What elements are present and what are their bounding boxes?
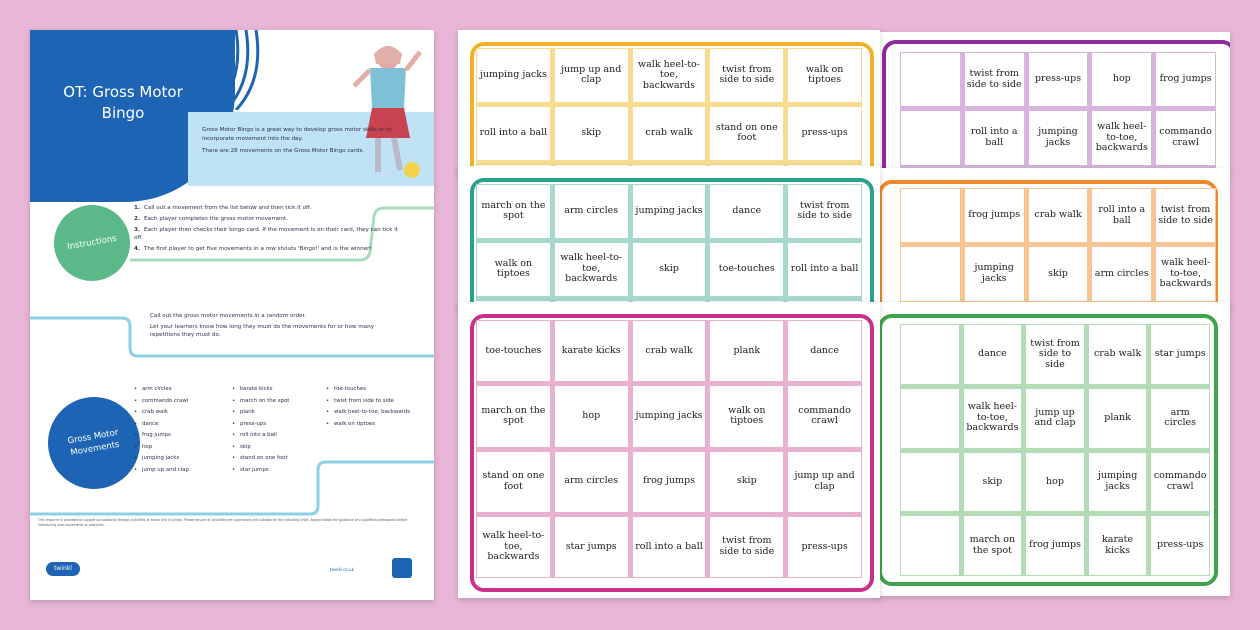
- intro-line: Gross Motor Bingo is a great way to develop gross motor skills or to incorporate movement into the day.: [202, 127, 392, 142]
- movement-item: • hop: [134, 442, 224, 454]
- step-text: Each player completes the gross motor movement.: [144, 216, 288, 222]
- brand-logo: twinkl: [46, 562, 80, 576]
- bingo-grid: [900, 188, 1216, 310]
- bingo-grid: [476, 184, 862, 312]
- bingo-cell: plank: [1088, 388, 1148, 449]
- bingo-cell: walk on tiptoes: [709, 385, 784, 447]
- movement-item: • roll into a ball: [232, 430, 322, 442]
- movements-list-col1: [134, 384, 224, 476]
- paragraph: Call out the gross motor movements in a random order.: [150, 313, 307, 319]
- bingo-cell: walk heel-to-toe, backwards: [1091, 110, 1152, 165]
- movement-item: • march on the spot: [232, 396, 322, 408]
- instruction-steps: [134, 204, 402, 256]
- bingo-cell: dance: [787, 320, 862, 382]
- bingo-cell: stand on one foot: [709, 106, 784, 161]
- movement-item: • crab walk: [134, 407, 224, 419]
- bingo-cell: jump up and clap: [787, 451, 862, 513]
- bingo-cell: arm circles: [1091, 246, 1152, 301]
- bingo-cell: press-ups: [1150, 515, 1210, 576]
- bingo-cell: crab walk: [632, 106, 707, 161]
- bingo-grid: [900, 324, 1210, 576]
- bingo-cell: skip: [709, 451, 784, 513]
- bingo-cell: march on the spot: [476, 385, 551, 447]
- bingo-cell: [900, 110, 961, 165]
- step-number: 3.: [134, 227, 141, 233]
- step-text: The first player to get five movements in a row shouts 'Bingo!' and is the winner!: [144, 246, 372, 252]
- bingo-cell: commando crawl: [787, 385, 862, 447]
- bingo-cell: twist from side to side: [709, 516, 784, 578]
- bingo-grid: [476, 320, 862, 578]
- bingo-cell: press-ups: [787, 106, 862, 161]
- instruction-step: [134, 226, 402, 242]
- bingo-cell: jumping jacks: [1028, 110, 1089, 165]
- bingo-cell: toe-touches: [476, 320, 551, 382]
- bingo-cell: [900, 324, 960, 385]
- bingo-cell: arm circles: [554, 184, 629, 239]
- bingo-cell: roll into a ball: [476, 106, 551, 161]
- step-number: 1.: [134, 205, 141, 211]
- movements-list-col2: [232, 384, 322, 476]
- bingo-grid: [476, 48, 862, 176]
- bingo-cell: star jumps: [554, 516, 629, 578]
- bingo-cell: crab walk: [1028, 188, 1089, 243]
- bingo-cell: walk on tiptoes: [787, 48, 862, 103]
- bingo-cell: jumping jacks: [476, 48, 551, 103]
- movement-item: • arm circles: [134, 384, 224, 396]
- bingo-cell: roll into a ball: [632, 516, 707, 578]
- bingo-cell: roll into a ball: [1091, 188, 1152, 243]
- movement-item: • plank: [232, 407, 322, 419]
- bingo-cell: jump up and clap: [1025, 388, 1085, 449]
- movement-item: • jump up and clap: [134, 465, 224, 477]
- bingo-cell: press-ups: [1028, 52, 1089, 107]
- bingo-cell: hop: [1025, 452, 1085, 513]
- bingo-cell: march on the spot: [963, 515, 1023, 576]
- bingo-cell: jumping jacks: [1088, 452, 1148, 513]
- bingo-cell: dance: [709, 184, 784, 239]
- movement-item: • star jumps: [232, 465, 322, 477]
- fine-print: This resource is provided to support occupational therapy activities at home and in school. Please ensure all activities are supervised and suitable for the individual child. Always follow the guidance of a qualified professional before introducing new movements or exercises.: [38, 518, 408, 527]
- bingo-cell: walk heel-to-toe, backwards: [632, 48, 707, 103]
- instruction-step: [134, 204, 402, 212]
- movement-item: • karate kicks: [232, 384, 322, 396]
- bingo-cell: hop: [554, 385, 629, 447]
- intro-line: There are 28 movements on the Gross Motor Bingo cards.: [202, 148, 365, 154]
- bingo-grid: [900, 52, 1216, 172]
- bingo-card-teal: [458, 166, 880, 312]
- bingo-cell: commando crawl: [1155, 110, 1216, 165]
- bingo-cell: press-ups: [787, 516, 862, 578]
- bingo-cell: jumping jacks: [632, 184, 707, 239]
- bingo-cell: karate kicks: [554, 320, 629, 382]
- bingo-cell: frog jumps: [1155, 52, 1216, 107]
- movement-item: • walk on tiptoes: [326, 419, 420, 431]
- movement-item: • jumping jacks: [134, 453, 224, 465]
- bingo-cell: twist from side to side: [709, 48, 784, 103]
- bingo-cell: crab walk: [632, 320, 707, 382]
- bingo-card-magenta: [458, 302, 880, 598]
- movement-item: • skip: [232, 442, 322, 454]
- bingo-cell: frog jumps: [1025, 515, 1085, 576]
- bingo-cell: march on the spot: [476, 184, 551, 239]
- bingo-cell: commando crawl: [1150, 452, 1210, 513]
- bingo-cell: twist from side to side: [787, 184, 862, 239]
- page-title: OT: Gross Motor Bingo: [63, 83, 183, 122]
- movement-item: • commando crawl: [134, 396, 224, 408]
- bingo-cell: jump up and clap: [554, 48, 629, 103]
- bingo-cell: stand on one foot: [476, 451, 551, 513]
- bingo-cell: jumping jacks: [632, 385, 707, 447]
- bingo-cell: jumping jacks: [964, 246, 1025, 301]
- bingo-cell: plank: [709, 320, 784, 382]
- movement-item: • press-ups: [232, 419, 322, 431]
- bingo-cell: roll into a ball: [964, 110, 1025, 165]
- bingo-cell: arm circles: [554, 451, 629, 513]
- bingo-cell: walk heel-to-toe, backwards: [963, 388, 1023, 449]
- bingo-card-green: [874, 302, 1230, 596]
- bingo-cell: hop: [1091, 52, 1152, 107]
- instruction-step: [134, 245, 402, 253]
- bingo-cell: arm circles: [1150, 388, 1210, 449]
- movements-list-col3: [326, 384, 426, 430]
- bingo-cell: twist from side to side: [964, 52, 1025, 107]
- movement-item: • toe-touches: [326, 384, 420, 396]
- bingo-cell: [900, 388, 960, 449]
- bingo-cell: [900, 52, 961, 107]
- bingo-cell: walk heel-to-toe, backwards: [554, 242, 629, 297]
- movement-item: • stand on one foot: [232, 453, 322, 465]
- step-number: 4.: [134, 246, 141, 252]
- instruction-step: [134, 215, 402, 223]
- bingo-cell: frog jumps: [964, 188, 1025, 243]
- info-sheet: [30, 30, 434, 600]
- instructions-heading: Instructions: [66, 233, 118, 253]
- bingo-cell: twist from side to side: [1155, 188, 1216, 243]
- bingo-cell: skip: [963, 452, 1023, 513]
- bingo-card-purple: [874, 32, 1230, 172]
- bingo-cell: skip: [632, 242, 707, 297]
- bingo-cell: [900, 246, 961, 301]
- step-text: Each player then checks their bingo card. If the movement is on their card, they can tick it off.: [134, 227, 399, 241]
- footer-url: twinkl.co.uk: [330, 567, 354, 572]
- bingo-cell: walk on tiptoes: [476, 242, 551, 297]
- step-text: Call out a movement from the list below and then tick it off.: [144, 205, 312, 211]
- movement-item: • twist from side to side: [326, 396, 420, 408]
- bingo-cell: walk heel-to-toe, backwards: [476, 516, 551, 578]
- bingo-cell: dance: [963, 324, 1023, 385]
- bingo-cell: frog jumps: [632, 451, 707, 513]
- call-out-text: [150, 312, 390, 342]
- partner-logo: [392, 558, 412, 578]
- bingo-cell: star jumps: [1150, 324, 1210, 385]
- bingo-cell: karate kicks: [1088, 515, 1148, 576]
- bingo-cell: twist from side to side: [1025, 324, 1085, 385]
- bingo-cell: crab walk: [1088, 324, 1148, 385]
- bingo-cell: [900, 515, 960, 576]
- movement-item: • dance: [134, 419, 224, 431]
- paragraph: Let your learners know how long they must do the movements for or how many repetitions they must do.: [150, 324, 374, 338]
- bingo-cell: walk heel-to-toe, backwards: [1155, 246, 1216, 301]
- bingo-cell: skip: [1028, 246, 1089, 301]
- bingo-cell: [900, 452, 960, 513]
- bingo-card-orange: [874, 168, 1230, 310]
- bingo-cell: [900, 188, 961, 243]
- bingo-cell: roll into a ball: [787, 242, 862, 297]
- bingo-cell: toe-touches: [709, 242, 784, 297]
- movement-item: • frog jumps: [134, 430, 224, 442]
- movements-heading: Gross Motor Movements: [66, 427, 121, 459]
- bingo-card-yellow: [458, 30, 880, 176]
- movement-item: • walk heel-to-toe, backwards: [326, 407, 420, 419]
- bingo-cell: skip: [554, 106, 629, 161]
- step-number: 2.: [134, 216, 141, 222]
